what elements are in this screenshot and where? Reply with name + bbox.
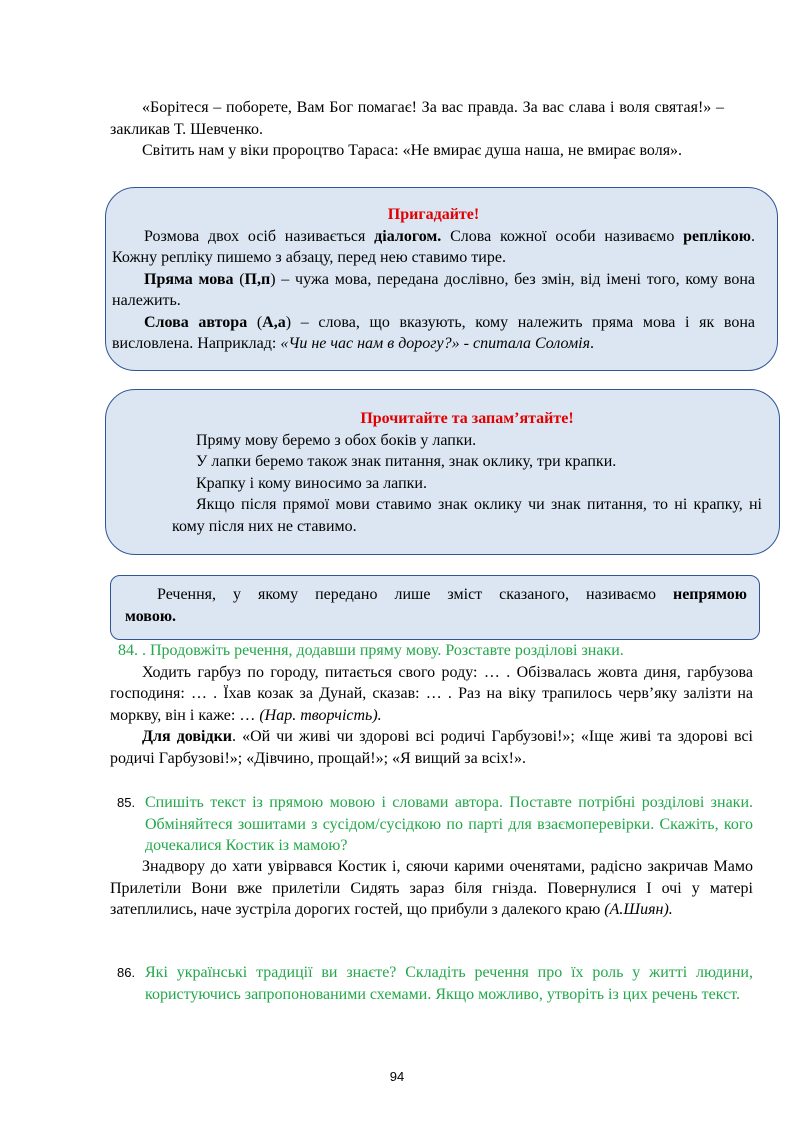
text-span: Слова кожної особи називаємо bbox=[441, 227, 684, 245]
remember-box-content bbox=[112, 204, 755, 355]
text-span: . «Ой чи живі чи здорові всі родичі Гарбузові!»; «Іще живі та здорові всі родичі Гарбузові!»; «Дівчино, прощай!»; «Я вищий за всіх!». bbox=[110, 728, 754, 767]
exercise-85-number: 85. bbox=[117, 795, 136, 810]
exercise-86-instruction: Які українські традиції ви знаєте? Складіть речення про їх роль у житті людини, користуючись запропонованими схемами. Якщо можливо, утворіть із цих речень текст. bbox=[145, 964, 753, 1003]
exercise-85-task bbox=[117, 792, 753, 857]
text-span: ) – слова, що вказують, кому належить пряма мова і як вона висловлена. Наприклад: bbox=[112, 313, 755, 352]
exercise-85 bbox=[117, 792, 753, 857]
exercise-86-number: 86. bbox=[117, 965, 136, 980]
exercise-86-task bbox=[117, 962, 753, 1005]
indirect-speech-definition bbox=[125, 584, 747, 627]
text-span: . bbox=[590, 335, 595, 352]
intro-text bbox=[110, 97, 724, 162]
exercise-84-number: 84. bbox=[118, 642, 138, 659]
exercise-84-reference bbox=[110, 726, 753, 769]
text-span: Ходить гарбуз по городу, питається свого роду: … . Обізвалась жовта диня, гарбузова господиня: … . Їхав козак за Дунай, сказав: … . Раз на віку трапилось черв’яку залізти на моркву, він і каже: … bbox=[110, 663, 753, 724]
text-span: ( bbox=[233, 270, 245, 288]
direct-speech-definition bbox=[112, 269, 755, 312]
example-sentence: «Чи не час нам в дорогу?» - спитала Соломія bbox=[280, 335, 591, 352]
exercise-84-task bbox=[110, 640, 753, 662]
term-abbrev: А,а bbox=[262, 313, 286, 331]
exercise-85-text bbox=[110, 856, 753, 921]
term-replica: реплікою bbox=[683, 227, 751, 245]
text-span: ) – чужа мова, передана дослівно, без змін, від імені того, кому вона належить. bbox=[112, 270, 756, 309]
reference-label: Для довідки bbox=[142, 728, 233, 745]
term-abbrev: П,п bbox=[244, 270, 271, 288]
memorize-box bbox=[105, 389, 780, 555]
exercise-84-source: (Нар. творчість). bbox=[259, 706, 382, 724]
indirect-speech-box bbox=[110, 575, 760, 640]
remember-box bbox=[105, 187, 778, 371]
exercise-85-source: (А.Шиян). bbox=[604, 901, 673, 918]
exercise-84 bbox=[110, 640, 753, 769]
intro-paragraph-2: Світить нам у віки пророцтво Тараса: «Не вмирає душа наша, не вмирає воля». bbox=[142, 142, 683, 159]
rule-line-1: Пряму мову беремо з обох боків у лапки. bbox=[196, 431, 477, 449]
exercise-84-text bbox=[110, 662, 753, 727]
author-words-definition bbox=[112, 312, 755, 355]
text-span: Розмова двох осіб називається bbox=[144, 227, 375, 245]
memorize-box-content bbox=[172, 408, 762, 537]
dialogue-definition bbox=[112, 226, 755, 269]
rule-line-4: Якщо після прямої мови ставимо знак оклику чи знак питання, то ні крапку, ні кому після них не ставимо. bbox=[172, 496, 762, 535]
rule-line-2: У лапки беремо також знак питання, знак оклику, три крапки. bbox=[196, 453, 617, 470]
text-span: Речення, у якому передано лише зміст сказаного, називаємо bbox=[157, 586, 673, 603]
exercise-86 bbox=[117, 962, 753, 1005]
text-span: ( bbox=[247, 313, 263, 331]
term-dialogue: діалогом. bbox=[374, 227, 442, 245]
text-span: Знадвору до хати увірвався Костик і, сяючи карими оченятами, радісно закричав Мамо Прилетіли Вони вже прилетіли Сидять зараз біля гнізда. Повернулися І очі у матері затеплились, наче зустріла дорогих гостей, що прибули з далекого краю bbox=[110, 858, 753, 918]
term-direct-speech: Пряма мова bbox=[144, 270, 234, 288]
page-number: 94 bbox=[389, 1069, 405, 1084]
exercise-84-instruction: . Продовжіть речення, додавши пряму мову. Розставте розділові знаки. bbox=[142, 642, 624, 659]
memorize-title: Прочитайте та запам’ятайте! bbox=[360, 410, 574, 427]
term-indirect-speech: непрямою мовою. bbox=[125, 586, 747, 625]
remember-title: Пригадайте! bbox=[387, 206, 480, 223]
exercise-85-body bbox=[110, 856, 753, 921]
term-author-words: Слова автора bbox=[144, 313, 248, 331]
rule-line-3: Крапку і кому виносимо за лапки. bbox=[196, 474, 427, 492]
intro-paragraph-1: «Борітеся – поборете, Вам Бог помагає! За вас правда. За вас слава і воля святая!» – закликав Т. Шевченко. bbox=[110, 99, 724, 138]
indirect-speech-content bbox=[125, 584, 747, 627]
text-span: . Кожну репліку пишемо з абзацу, перед нею ставимо тире. bbox=[112, 227, 755, 266]
exercise-85-instruction: Спишіть текст із прямою мовою і словами автора. Поставте потрібні розділові знаки. Обміняйтеся зошитами з сусідом/сусідкою по парті для взаємоперевірки. Скажіть, кого дочекалися Костик із мамою? bbox=[145, 794, 753, 854]
